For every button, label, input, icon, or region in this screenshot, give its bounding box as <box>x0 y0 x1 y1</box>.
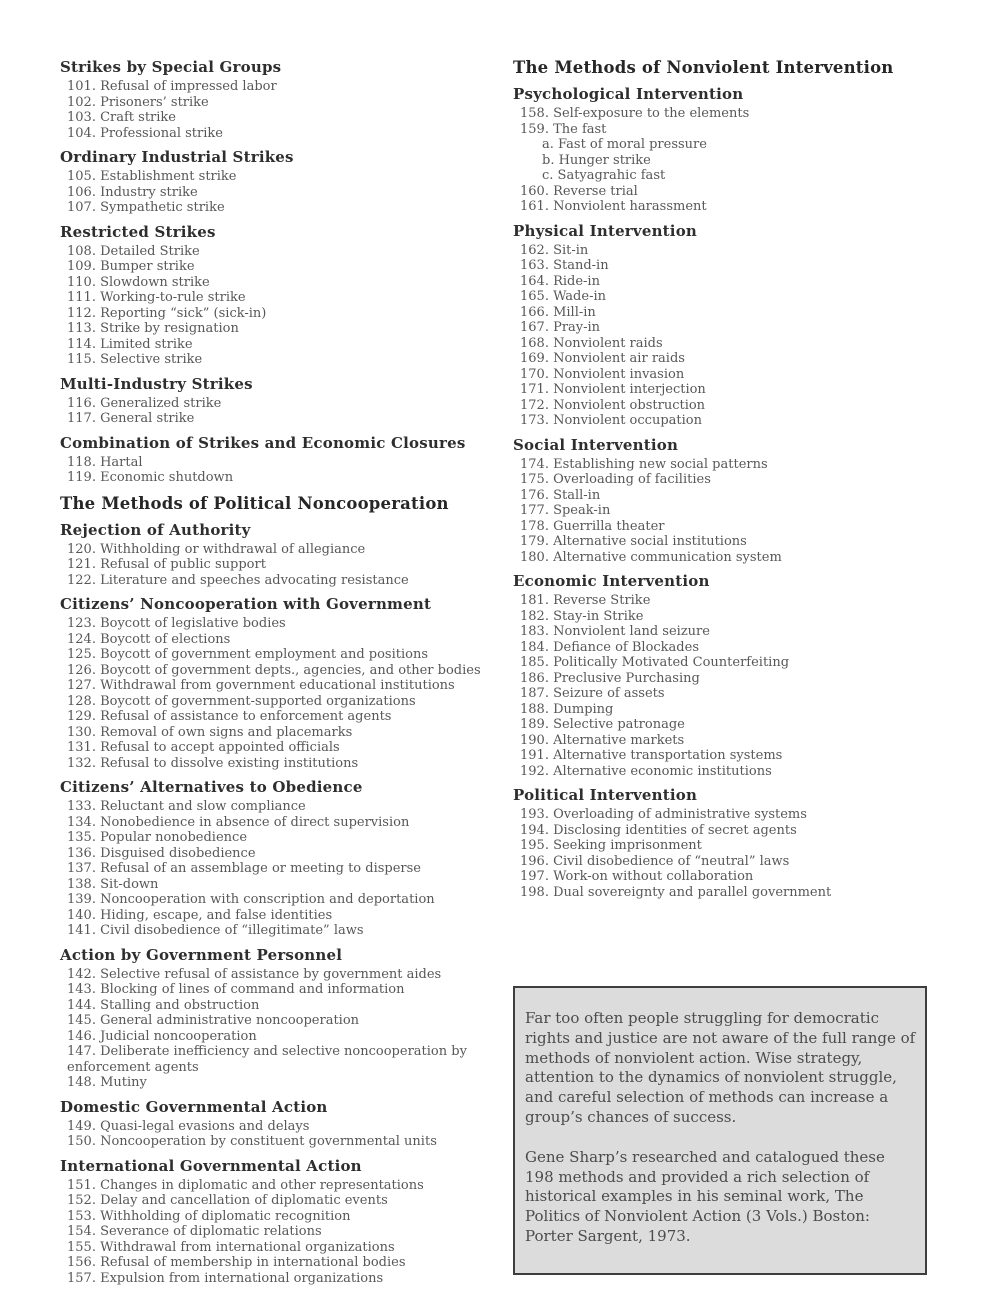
list-item: 130. Removal of own signs and placemarks <box>67 724 353 740</box>
list-item: 120. Withholding or withdrawal of allegiance <box>67 541 366 557</box>
list-item: 153. Withholding of diplomatic recognition <box>67 1208 351 1224</box>
list-item: 123. Boycott of legislative bodies <box>67 616 286 631</box>
section-heading: Economic Intervention <box>513 572 710 590</box>
column-right-blocks <box>513 57 953 900</box>
list-item: 196. Civil disobedience of “neutral” laws <box>520 853 790 869</box>
list-item: 140. Hiding, escape, and false identities <box>67 907 333 923</box>
list-item: 112. Reporting “sick” (sick-in) <box>67 305 267 321</box>
note-box-paragraph-1: Far too often people struggling for democratic rights and justice are not aware of the full range of methods of nonviolent action. Wise strategy, attention to the dynamics of nonviolent struggle, and careful selection of methods can increase a group’s chances of success. <box>525 1009 916 1126</box>
list-item: 162. Sit-in <box>520 242 589 258</box>
list-item: 185. Politically Motivated Counterfeiting <box>520 655 790 670</box>
section-heading: Restricted Strikes <box>60 222 216 241</box>
list-item: 164. Ride-in <box>520 273 600 289</box>
section-heading: Citizens’ Alternatives to Obedience <box>60 778 363 796</box>
list-item: 181. Reverse Strike <box>520 593 651 608</box>
list-item: 143. Blocking of lines of command and information <box>67 982 405 997</box>
list-item: 126. Boycott of government depts., agencies, and other bodies <box>67 662 481 678</box>
section-heading: Citizens’ Noncooperation with Government <box>60 595 432 613</box>
list-item: 152. Delay and cancellation of diplomatic events <box>67 1193 388 1208</box>
list-item: 179. Alternative social institutions <box>520 534 747 549</box>
list-item: 131. Refusal to accept appointed officials <box>67 740 340 755</box>
list-item: 104. Professional strike <box>67 125 223 141</box>
list-item: 107. Sympathetic strike <box>67 200 225 215</box>
list-item: 119. Economic shutdown <box>67 470 234 485</box>
list-item: 187. Seizure of assets <box>520 686 665 701</box>
list-item: 105. Establishment strike <box>67 169 237 184</box>
list-item: 194. Disclosing identities of secret agents <box>520 822 797 838</box>
list-item: 118. Hartal <box>67 454 143 470</box>
list-item: 148. Mutiny <box>67 1075 147 1090</box>
section-heading: Social Intervention <box>513 435 679 454</box>
list-item: 157. Expulsion from international organizations <box>67 1270 384 1286</box>
list-item: 128. Boycott of government-supported organizations <box>67 693 416 709</box>
list-item: 115. Selective strike <box>67 352 203 367</box>
column-left <box>60 57 513 1286</box>
major-heading: The Methods of Political Noncooperation <box>60 493 449 513</box>
list-item: 141. Civil disobedience of “illegitimate” laws <box>67 923 364 938</box>
list-item: 191. Alternative transportation systems <box>520 748 783 763</box>
list-item: 155. Withdrawal from international organizations <box>67 1239 395 1255</box>
list-item: 149. Quasi-legal evasions and delays <box>67 1118 310 1134</box>
list-item: 180. Alternative communication system <box>520 549 782 565</box>
list-item: 182. Stay-in Strike <box>520 608 644 624</box>
list-item: 178. Guerrilla theater <box>520 518 665 534</box>
list-item: 136. Disguised disobedience <box>67 845 256 861</box>
sub-list-item: b. Hunger strike <box>542 152 651 168</box>
column-left-blocks <box>60 57 513 1286</box>
list-item: 124. Boycott of elections <box>67 631 231 647</box>
note-box <box>513 986 927 1275</box>
list-item: 103. Craft strike <box>67 110 176 125</box>
list-item: 129. Refusal of assistance to enforcement agents <box>67 709 392 724</box>
list-item: 135. Popular nonobedience <box>67 830 248 845</box>
list-item: 198. Dual sovereignty and parallel government <box>520 884 832 900</box>
list-item: 195. Seeking imprisonment <box>520 838 702 853</box>
list-item: 134. Nonobedience in absence of direct supervision <box>67 814 410 830</box>
list-item: 145. General administrative noncooperation <box>67 1013 360 1028</box>
column-right <box>513 57 953 1275</box>
list-item: 161. Nonviolent harassment <box>520 199 707 214</box>
list-item: 158. Self-exposure to the elements <box>520 106 750 121</box>
list-item: 165. Wade-in <box>520 289 606 304</box>
list-item: 138. Sit-down <box>67 876 159 892</box>
list-item: 106. Industry strike <box>67 184 198 200</box>
list-item: 184. Defiance of Blockades <box>520 639 699 655</box>
section-heading: Action by Government Personnel <box>60 945 343 964</box>
list-item: 189. Selective patronage <box>520 717 685 732</box>
list-item: 188. Dumping <box>520 701 614 717</box>
list-item: 176. Stall-in <box>520 487 601 503</box>
list-item: 114. Limited strike <box>67 336 193 352</box>
list-item: 170. Nonviolent invasion <box>520 366 685 382</box>
list-item: 101. Refusal of impressed labor <box>67 79 277 94</box>
list-item: 159. The fast <box>520 121 607 137</box>
list-item: 144. Stalling and obstruction <box>67 997 260 1013</box>
list-item: 150. Noncooperation by constituent governmental units <box>67 1134 437 1149</box>
list-item: 117. General strike <box>67 411 195 426</box>
list-item: 175. Overloading of facilities <box>520 472 711 487</box>
list-item: 147. Deliberate inefficiency and selective noncooperation by enforcement agents <box>67 1044 467 1075</box>
sub-list-item: a. Fast of moral pressure <box>542 137 707 152</box>
major-heading: The Methods of Nonviolent Intervention <box>513 58 894 77</box>
section-heading: Ordinary Industrial Strikes <box>60 148 294 166</box>
list-item: 154. Severance of diplomatic relations <box>67 1224 322 1239</box>
list-item: 160. Reverse trial <box>520 183 638 199</box>
list-item: 192. Alternative economic institutions <box>520 763 772 779</box>
list-item: 133. Reluctant and slow compliance <box>67 799 306 814</box>
list-item: 122. Literature and speeches advocating resistance <box>67 572 409 588</box>
list-item: 110. Slowdown strike <box>67 274 210 290</box>
list-item: 183. Nonviolent land seizure <box>520 624 710 639</box>
list-item: 121. Refusal of public support <box>67 557 266 572</box>
list-item: 173. Nonviolent occupation <box>520 413 702 428</box>
list-item: 137. Refusal of an assemblage or meeting to disperse <box>67 861 421 876</box>
list-item: 116. Generalized strike <box>67 395 222 411</box>
list-item: 111. Working-to-rule strike <box>67 290 246 305</box>
list-item: 142. Selective refusal of assistance by government aides <box>67 966 442 982</box>
list-item: 146. Judicial noncooperation <box>67 1028 257 1044</box>
section-heading: Psychological Intervention <box>513 85 744 103</box>
list-item: 172. Nonviolent obstruction <box>520 397 706 413</box>
list-item: 108. Detailed Strike <box>67 243 200 259</box>
note-box-paragraph-2: Gene Sharp’s researched and catalogued these 198 methods and provided a rich selection of historical examples in his seminal work, The Politics of Nonviolent Action (3 Vols.) Boston: Porter Sargent, 1973. <box>525 1147 885 1245</box>
section-heading: Combination of Strikes and Economic Closures <box>60 433 466 452</box>
list-item: 113. Strike by resignation <box>67 321 239 336</box>
section-heading: Strikes by Special Groups <box>60 58 282 76</box>
list-item: 177. Speak-in <box>520 503 611 518</box>
list-item: 132. Refusal to dissolve existing institutions <box>67 755 359 771</box>
section-heading: Political Intervention <box>513 786 698 804</box>
list-item: 166. Mill-in <box>520 304 596 320</box>
section-heading: Domestic Governmental Action <box>60 1097 328 1116</box>
list-item: 167. Pray-in <box>520 320 601 335</box>
list-item: 163. Stand-in <box>520 258 609 273</box>
list-item: 127. Withdrawal from government educational institutions <box>67 678 455 693</box>
section-heading: International Governmental Action <box>60 1156 362 1175</box>
list-item: 151. Changes in diplomatic and other representations <box>67 1177 424 1193</box>
list-item: 139. Noncooperation with conscription and deportation <box>67 892 435 907</box>
list-item: 186. Preclusive Purchasing <box>520 670 700 686</box>
list-item: 125. Boycott of government employment and positions <box>67 647 429 662</box>
section-heading: Physical Intervention <box>513 221 698 240</box>
list-item: 156. Refusal of membership in international bodies <box>67 1255 406 1270</box>
list-item: 190. Alternative markets <box>520 732 685 748</box>
list-item: 197. Work-on without collaboration <box>520 869 754 884</box>
list-item: 102. Prisoners’ strike <box>67 94 209 110</box>
sub-list-item: c. Satyagrahic fast <box>542 168 666 183</box>
section-heading: Rejection of Authority <box>60 520 251 539</box>
list-item: 193. Overloading of administrative systems <box>520 807 807 822</box>
list-item: 174. Establishing new social patterns <box>520 456 768 472</box>
list-item: 169. Nonviolent air raids <box>520 351 685 366</box>
list-item: 168. Nonviolent raids <box>520 335 663 351</box>
section-heading: Multi-Industry Strikes <box>60 374 253 393</box>
list-item: 171. Nonviolent interjection <box>520 382 706 397</box>
list-item: 109. Bumper strike <box>67 259 195 274</box>
